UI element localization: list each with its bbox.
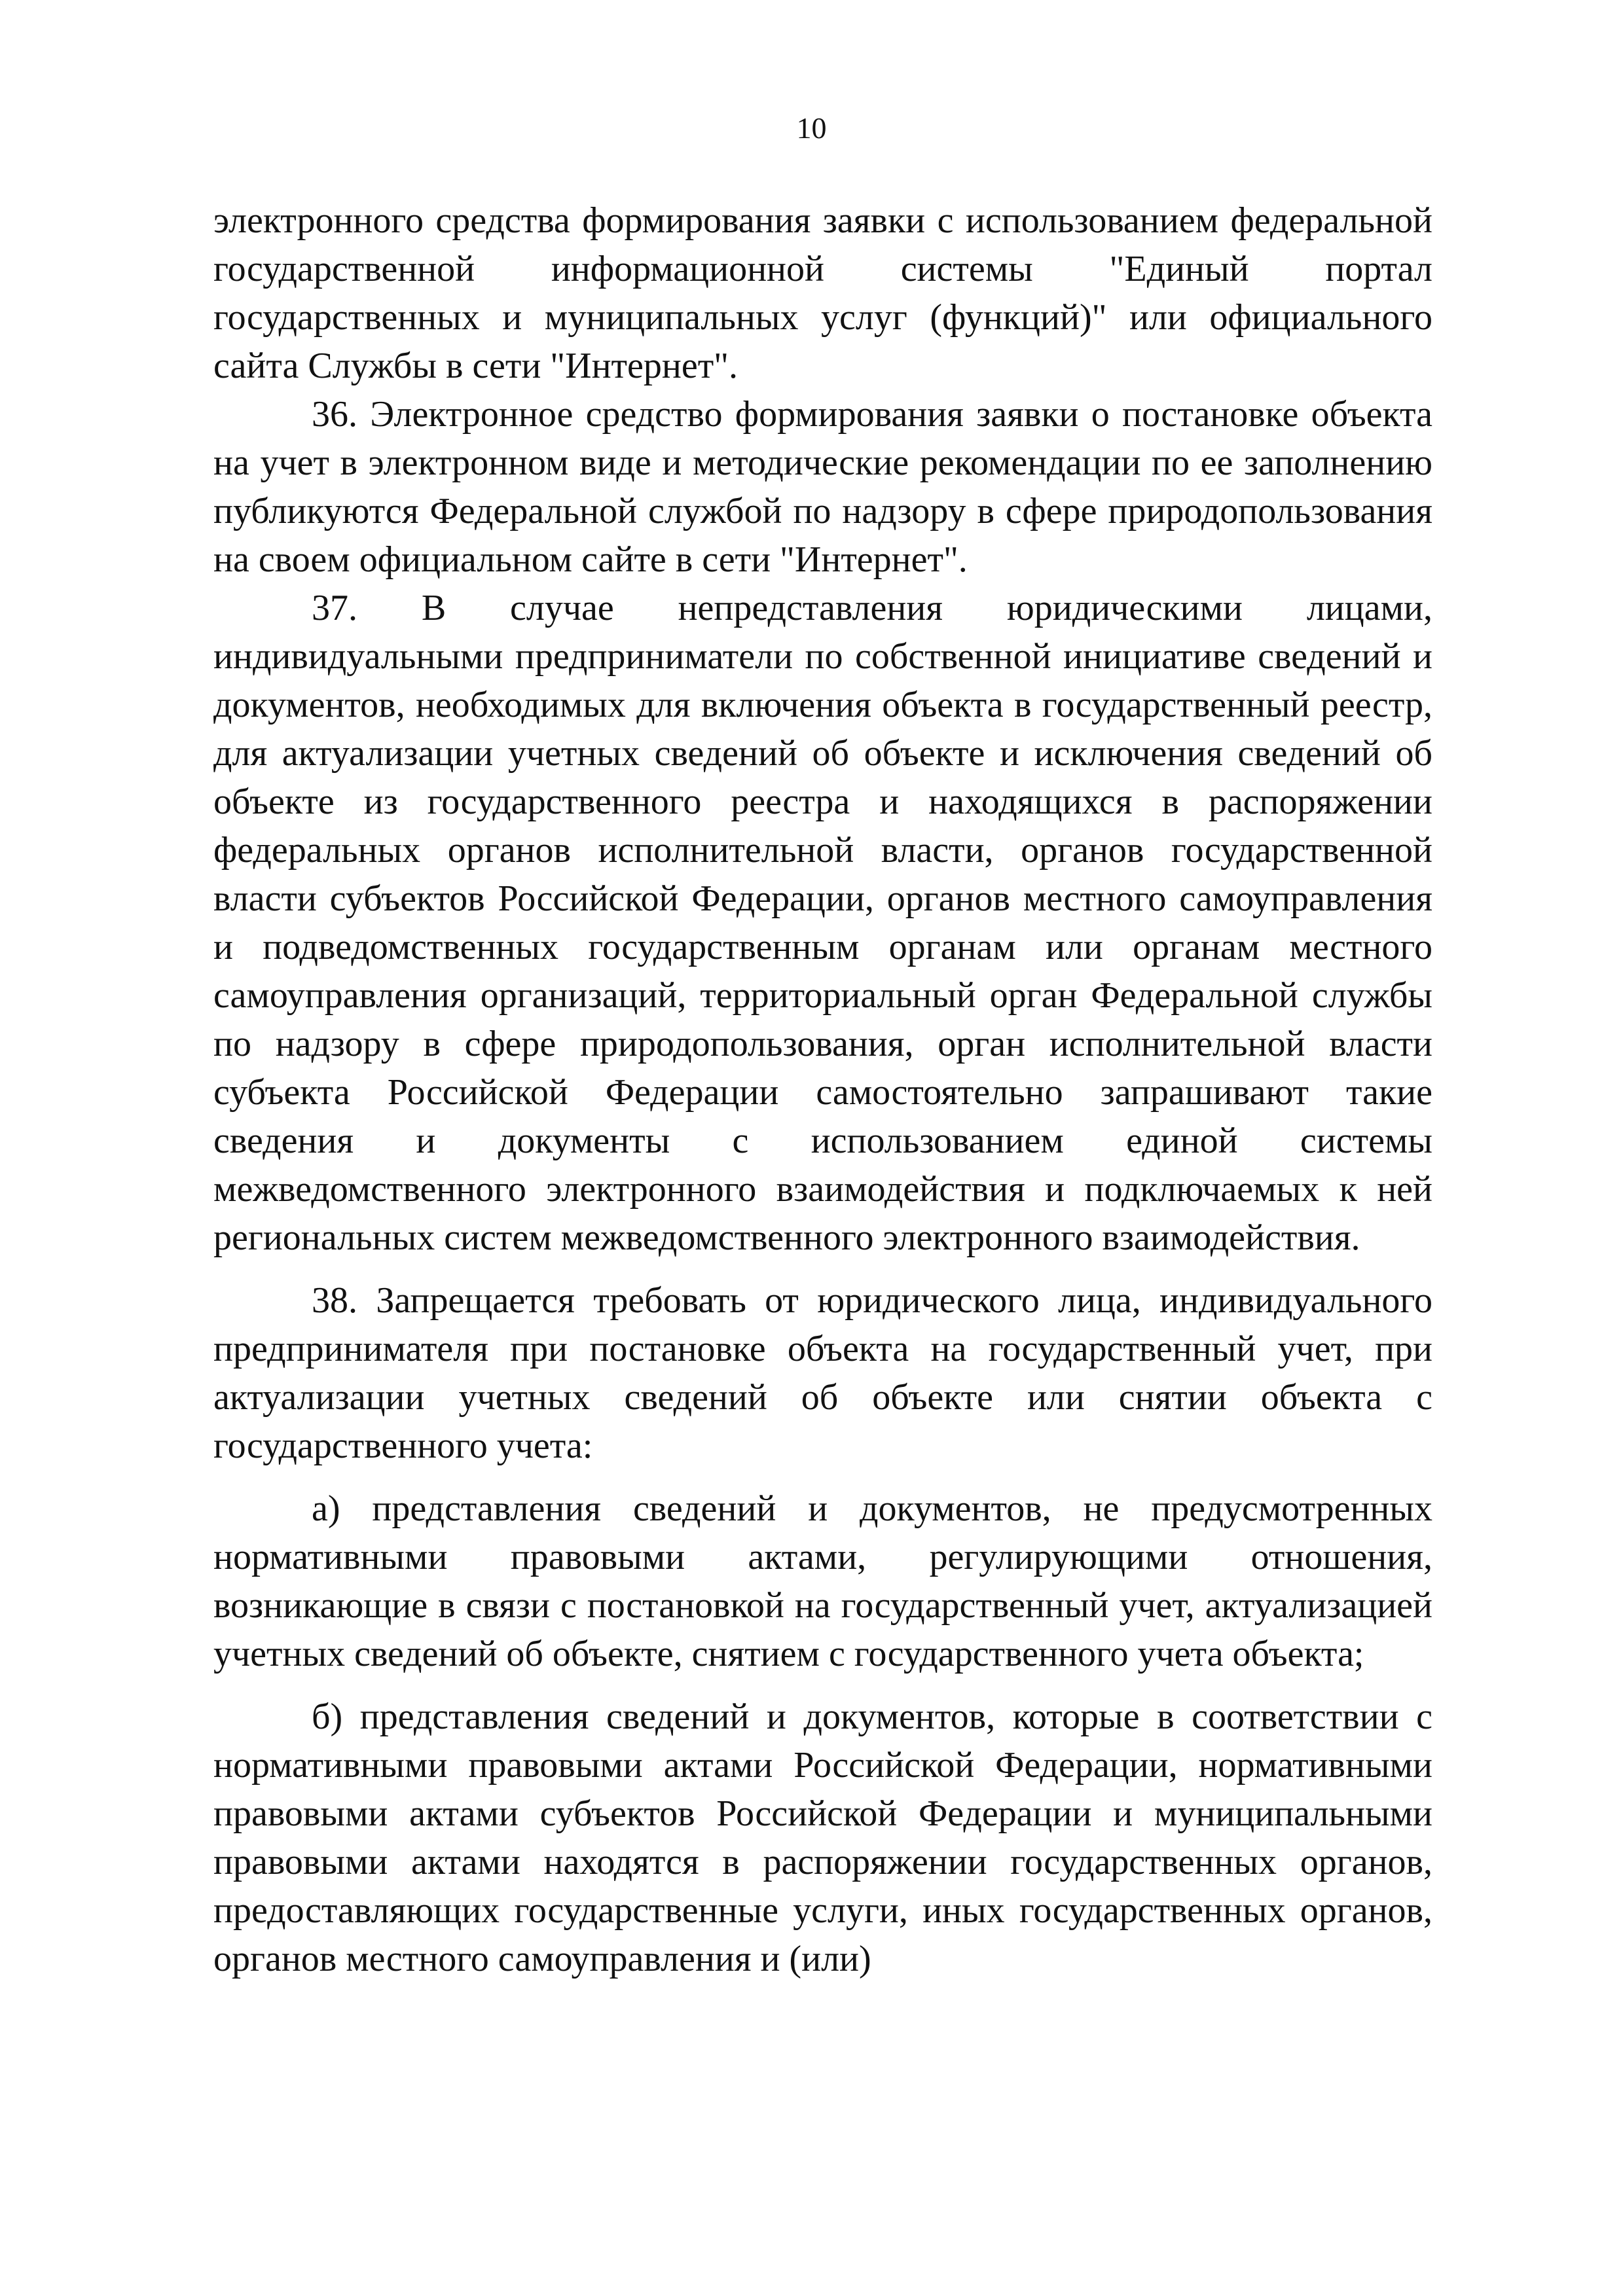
paragraph-continuation: электронного средства формирования заявки с использованием федеральной государственной информационной системы "Единый портал государственных и муниципальных услуг (функций)" или официального сайта Службы в сети "Интернет".: [213, 200, 1432, 386]
page-number: 10: [796, 111, 827, 145]
paragraph-item-37: 37. В случае непредставления юридическими лицами, индивидуальными предприниматели по собственной инициативе сведений и документов, необходимых для включения объекта в государственный реестр, для актуализации учетных сведений об объекте и исключения сведений об объекте из государственного реестра и находящихся в распоряжении федеральных органов исполнительной власти, органов государственной власти субъектов Российской Федерации, органов местного самоуправления и подведомственных государственным органам или органам местного самоуправления организаций, территориальный орган Федеральной службы по надзору в сфере природопользования, орган исполнительной власти субъекта Российской Федерации самостоятельно запрашивают такие сведения и документы с использованием единой системы межведомственного электронного взаимодействия и подключаемых к ней региональных систем межведомственного электронного взаимодействия.: [213, 588, 1432, 1258]
document-body: [213, 196, 1432, 1983]
paragraph-item-38-b: б) представления сведений и документов, которые в соответствии с нормативными правовыми актами Российской Федерации, нормативными правовыми актами субъектов Российской Федерации и муниципальными правовыми актами находятся в распоряжении государственных органов, предоставляющих государственные услуги, иных государственных органов, органов местного самоуправления и (или): [213, 1696, 1432, 1979]
paragraph-item-38-a: а) представления сведений и документов, не предусмотренных нормативными правовыми актами, регулирующими отношения, возникающие в связи с постановкой на государственный учет, актуализацией учетных сведений об объекте, снятием с государственного учета объекта;: [213, 1488, 1432, 1674]
paragraph-item-38: 38. Запрещается требовать от юридического лица, индивидуального предпринимателя при постановке объекта на государственный учет, при актуализации учетных сведений об объекте или снятии объекта с государственного учета:: [213, 1280, 1432, 1466]
paragraph-item-36: 36. Электронное средство формирования заявки о постановке объекта на учет в электронном виде и методические рекомендации по ее заполнению публикуются Федеральной службой по надзору в сфере природопользования на своем официальном сайте в сети "Интернет".: [213, 394, 1432, 580]
